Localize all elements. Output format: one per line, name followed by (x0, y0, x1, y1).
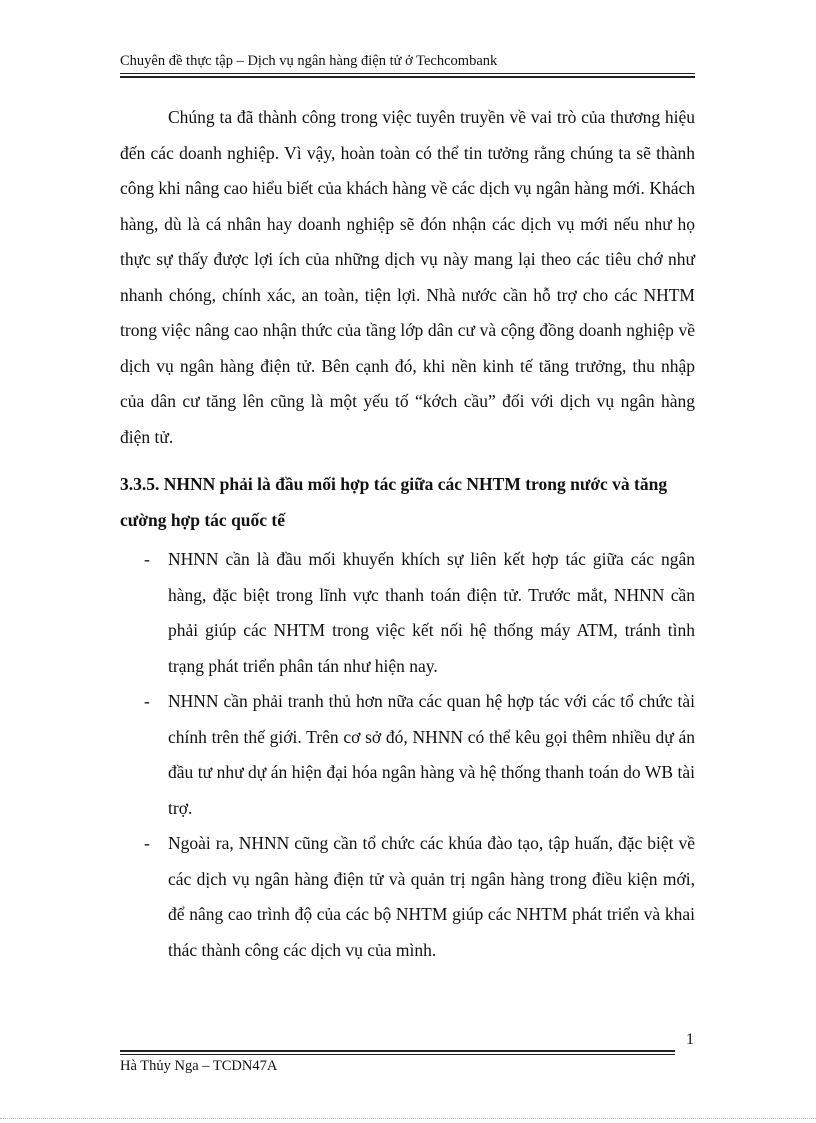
bullet-list (120, 542, 695, 968)
bullet-marker: - (144, 549, 150, 569)
bullet-item (120, 684, 695, 826)
bullet-text: NHNN cần là đầu mối khuyến khích sự liên kết hợp tác giữa các ngân hàng, đặc biệt trong lĩnh vực thanh toán điện tử. Trước mắt, NHNN cần phải giúp các NHTM trong việc kết nối hệ thống máy ATM, tránh tình trạng phát triển phân tán như hiện nay. (168, 549, 695, 676)
page-number: 1 (686, 1031, 694, 1048)
page-body (120, 100, 695, 968)
bullet-marker: - (144, 833, 150, 853)
footer-rule (120, 1054, 675, 1055)
body-paragraph: Chúng ta đã thành công trong việc tuyên truyền về vai trò của thương hiệu đến các doanh nghiệp. Vì vậy, hoàn toàn có thể tin tưởng rằng chúng ta sẽ thành công khi nâng cao hiểu biết của khách hàng về các dịch vụ ngân hàng mới. Khách hàng, dù là cá nhân hay doanh nghiệp sẽ đón nhận các dịch vụ mới nếu như họ thực sự thấy được lợi ích của những dịch vụ này mang lại theo các tiêu chớ như nhanh chóng, chính xác, an toàn, tiện lợi. Nhà nước cần hỗ trợ cho các NHTM trong việc nâng cao nhận thức của tầng lớp dân cư và cộng đồng doanh nghiệp về dịch vụ ngân hàng điện tử. Bên cạnh đó, khi nền kinh tế tăng trưởng, thu nhập của dân cư tăng lên cũng là một yếu tố “kớch cầu” đối với dịch vụ ngân hàng điện tử. (120, 107, 695, 447)
footer-rule-double (120, 1050, 675, 1052)
bullet-marker: - (144, 691, 150, 711)
bullet-text: Ngoài ra, NHNN cũng cần tổ chức các khúa đào tạo, tập huấn, đặc biệt về các dịch vụ ngân hàng điện tử và quản trị ngân hàng trong điều kiện mới, để nâng cao trình độ của các bộ NHTM giúp các NHTM phát triển và khai thác thành công các dịch vụ của mình. (168, 833, 695, 960)
bullet-item (120, 542, 695, 684)
header-rule-double (120, 76, 695, 78)
bullet-item (120, 826, 695, 968)
bullet-text: NHNN cần phải tranh thủ hơn nữa các quan hệ hợp tác với các tổ chức tài chính trên thế giới. Trên cơ sở đó, NHNN có thể kêu gọi thêm nhiều dự án đầu tư như dự án hiện đại hóa ngân hàng và hệ thống thanh toán do WB tài trợ. (168, 691, 695, 818)
page-footer-author: Hà Thủy Nga – TCDN47A (120, 1058, 278, 1074)
header-rule (120, 73, 695, 74)
section-heading: 3.3.5. NHNN phải là đầu mối hợp tác giữa các NHTM trong nước và tăng cường hợp tác quốc tế (120, 474, 668, 530)
page-bottom-border (0, 1118, 816, 1119)
page-header-title: Chuyên đề thực tập – Dịch vụ ngân hàng điện tử ở Techcombank (120, 53, 498, 69)
